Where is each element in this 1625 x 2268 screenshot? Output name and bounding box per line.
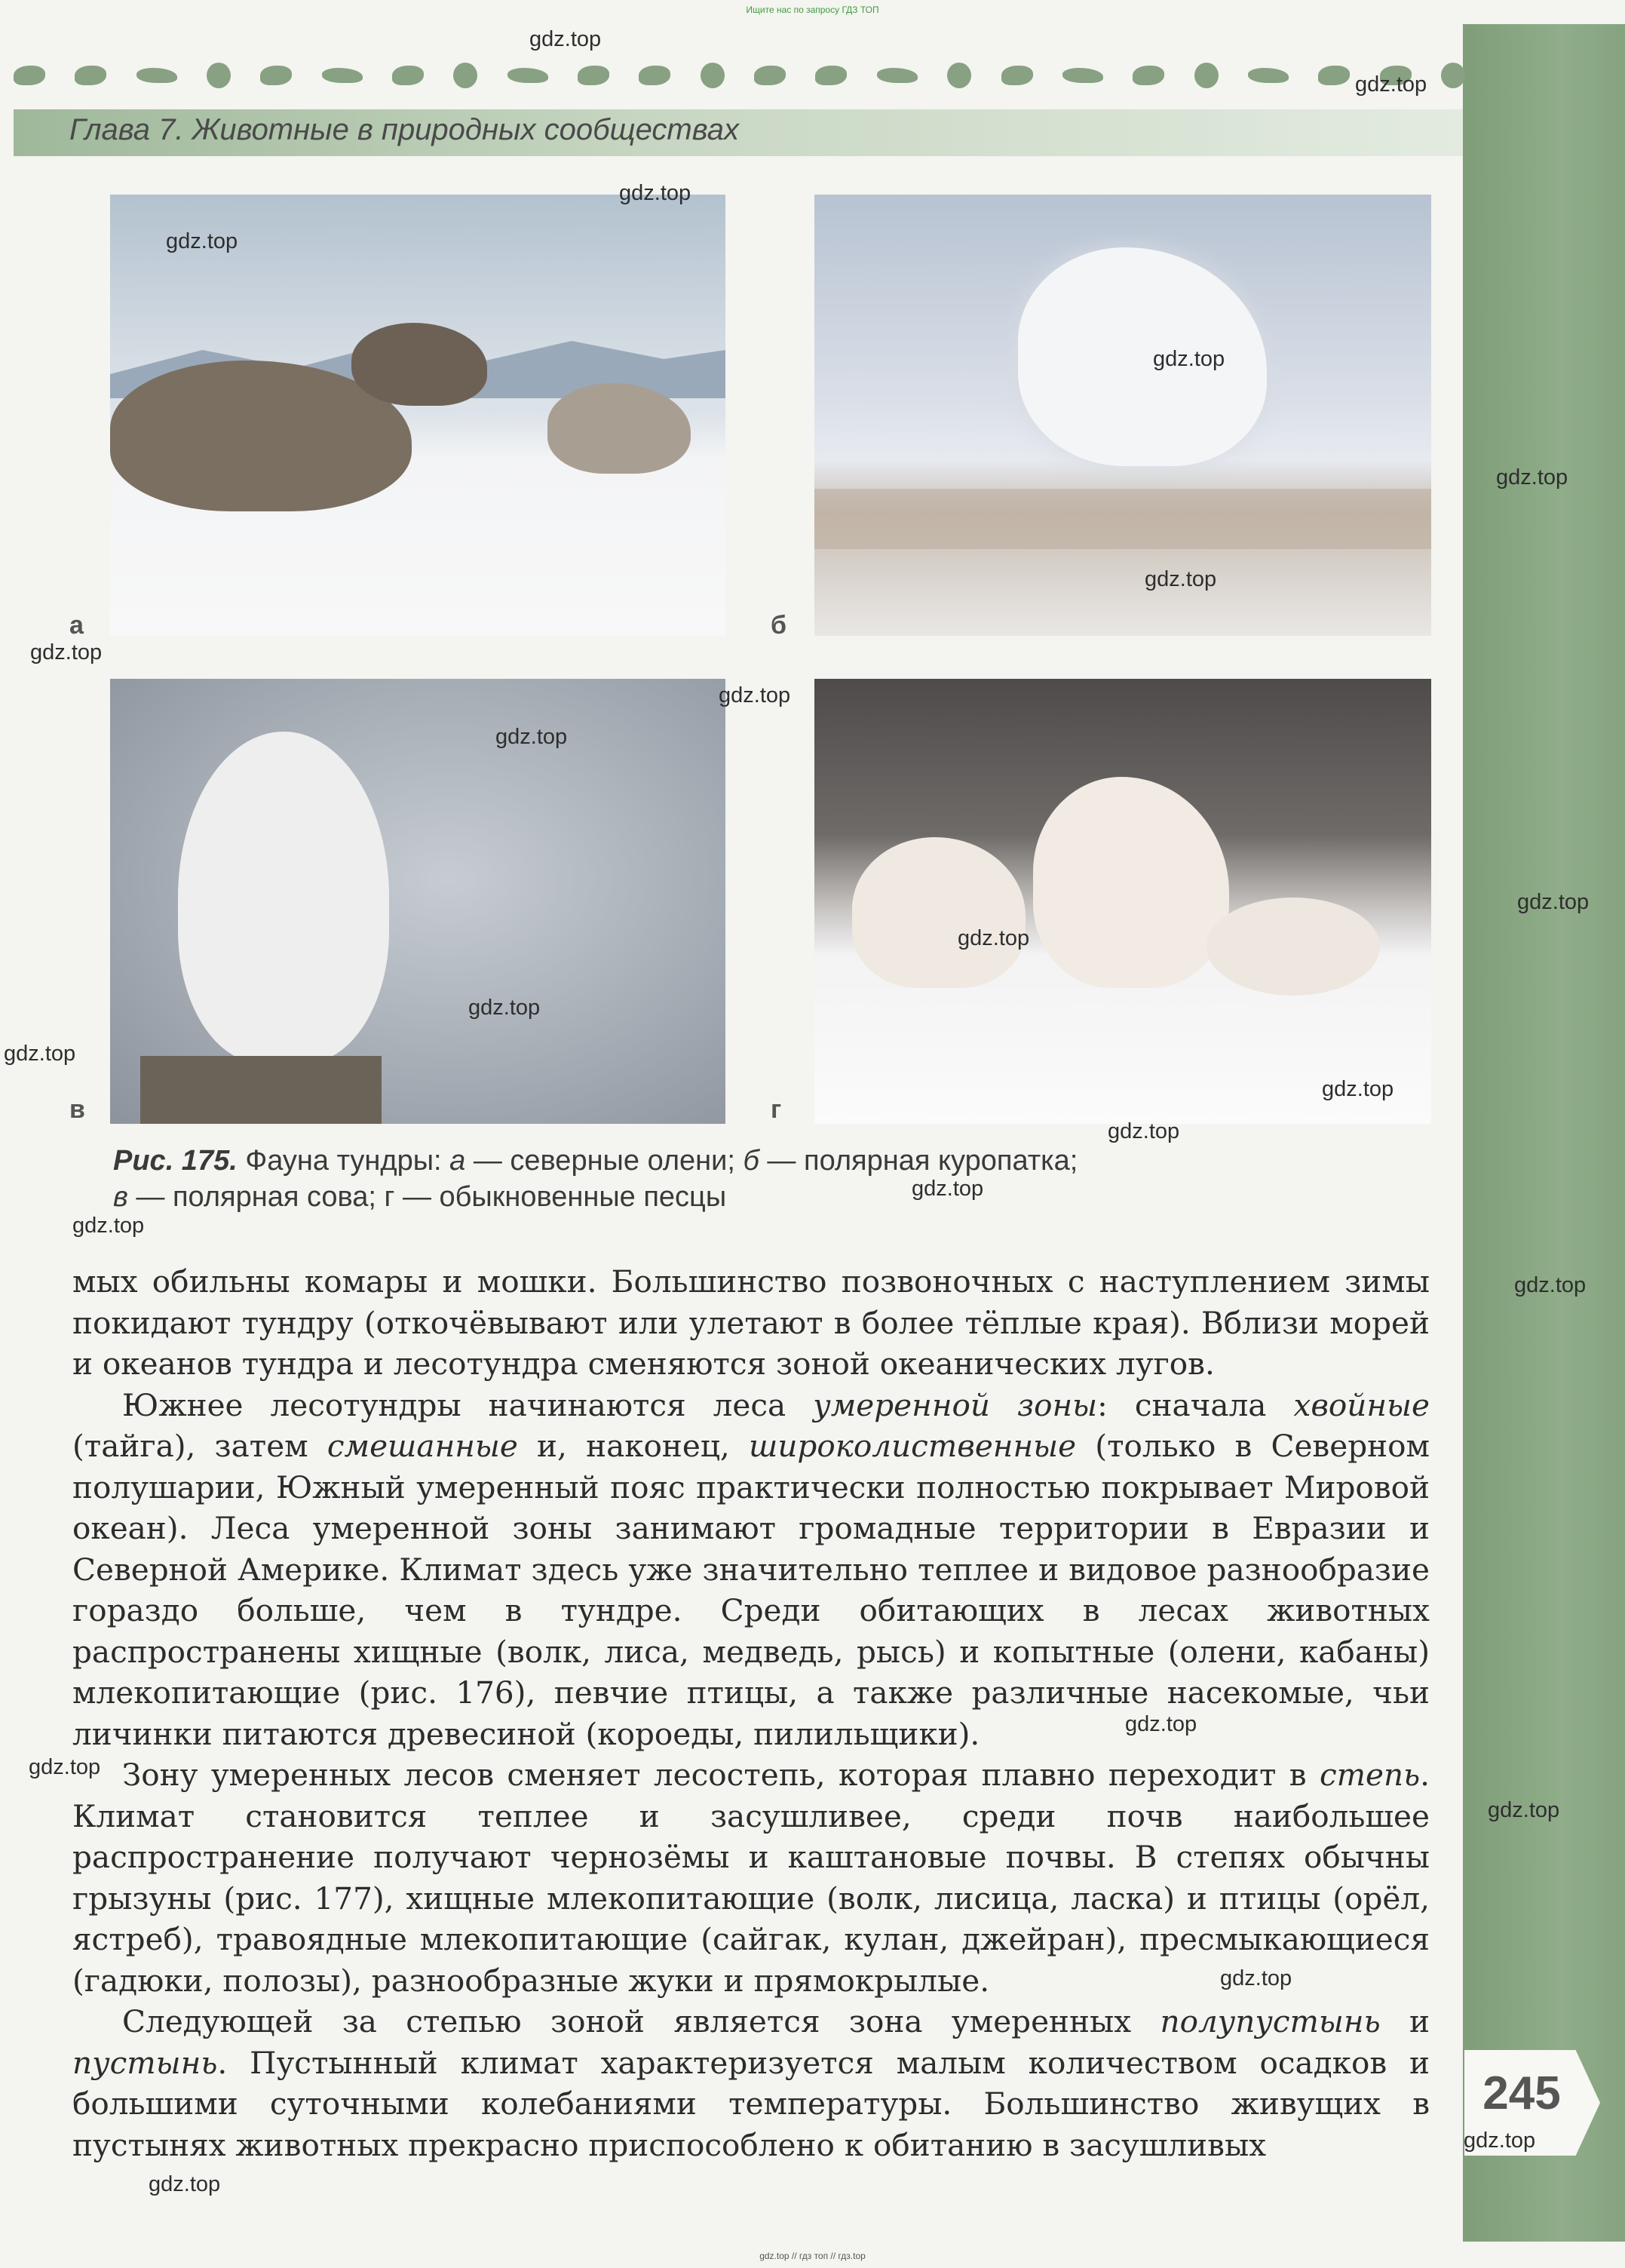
watermark: gdz.top xyxy=(1514,1273,1587,1297)
watermark: gdz.top xyxy=(495,725,568,749)
animal-icon xyxy=(507,68,548,83)
watermark: gdz.top xyxy=(29,1755,101,1779)
page-number: 245 xyxy=(1482,2067,1561,2119)
animal-icon xyxy=(14,66,45,85)
animal-icon xyxy=(1062,68,1103,83)
animal-icon xyxy=(1441,63,1465,88)
chapter-title: Глава 7. Животные в природных сообществах xyxy=(69,113,739,146)
watermark: gdz.top xyxy=(1464,2128,1536,2153)
watermark: gdz.top xyxy=(958,926,1030,950)
watermark: gdz.top xyxy=(166,229,238,253)
animal-icon xyxy=(1248,68,1289,83)
text-span: и, наконец, xyxy=(517,1428,749,1464)
watermark: gdz.top xyxy=(619,181,691,205)
text-span: (тайга), затем xyxy=(72,1428,327,1464)
emphasis: пустынь xyxy=(72,2044,218,2081)
animal-icon xyxy=(207,63,231,88)
watermark: gdz.top xyxy=(1496,465,1568,490)
bottom-note: gdz.top // гдз топ // гдз.top xyxy=(759,2251,866,2261)
photo-label-a: а xyxy=(69,611,84,640)
caption-letter: а xyxy=(449,1145,466,1177)
photo-arctic-foxes xyxy=(814,679,1431,1124)
animal-icon xyxy=(392,66,424,85)
watermark: gdz.top xyxy=(1153,347,1225,371)
ptarmigan-body xyxy=(1018,247,1267,466)
text-span: и xyxy=(1380,2003,1430,2039)
owl-body xyxy=(178,732,389,1063)
caption-label: Рис. 175. xyxy=(113,1145,238,1177)
side-band xyxy=(1463,24,1625,2242)
paragraph xyxy=(72,1385,1430,1755)
animal-icon xyxy=(639,66,670,85)
watermark: gdz.top xyxy=(912,1177,984,1201)
emphasis: степь xyxy=(1319,1757,1421,1793)
watermark: gdz.top xyxy=(1355,72,1427,97)
caption-text: — северные олени; xyxy=(465,1145,744,1177)
emphasis: умеренной зоны xyxy=(813,1386,1098,1423)
animal-icon xyxy=(136,68,177,83)
animal-icon xyxy=(1194,63,1219,88)
figure-caption xyxy=(113,1143,1440,1215)
animal-silhouette-strip xyxy=(14,53,1465,98)
watermark: gdz.top xyxy=(1145,567,1217,591)
watermark: gdz.top xyxy=(529,27,602,51)
animal-icon xyxy=(877,68,918,83)
caption-text: Фауна тундры: xyxy=(237,1145,450,1177)
fox-three xyxy=(1206,898,1380,996)
watermark: gdz.top xyxy=(4,1042,76,1066)
text-span: Южнее лесотундры начинаются леса xyxy=(122,1386,814,1423)
text-span: Следующей за степью зоной является зона умеренных xyxy=(122,2003,1160,2039)
text-span: . Пустынный климат характеризуется малым количеством осадков и большими суточными колебаниями температуры. Большинство живущих в пустынях животных прекрасно приспособлено к обитанию в засушливых xyxy=(72,2044,1430,2163)
watermark: gdz.top xyxy=(1488,1798,1560,1822)
text-span: Зону умеренных лесов сменяет лесостепь, которая плавно переходит в xyxy=(122,1757,1320,1793)
caption-letter: б xyxy=(743,1145,759,1177)
emphasis: широколиственные xyxy=(748,1428,1077,1464)
paragraph: мых обильны комары и мошки. Большинство позвоночных с наступлением зимы покидают тундру (откочёвывают или улетают в более тёплые края). Вблизи морей и океанов тундра и лесотундра сменяются зоной океанических лугов. xyxy=(72,1263,1430,1382)
watermark: gdz.top xyxy=(1322,1077,1394,1101)
animal-icon xyxy=(754,66,786,85)
photo-label-b: б xyxy=(771,611,787,640)
text-span: (только в Северном полушарии, Южный умеренный пояс практически полностью покрывает Мировой океан). Леса умеренной зоны занимают громадные территории в Евразии и Северной Америке. Климат здесь уже значительно теплее и видовое разнообразие гораздо больше, чем в тундре. Среди обитающих в лесах животных распространены хищные (волк, лиса, медведь, рысь) и копытные (олени, кабаны) млекопитающие (рис. 176), певчие птицы, а также различные насекомые, чьи личинки питаются древесиной (короеды, пилильщики). xyxy=(72,1428,1430,1752)
animal-icon xyxy=(453,63,477,88)
caption-letter: в xyxy=(113,1181,128,1213)
paragraph xyxy=(72,1754,1430,2001)
animal-icon xyxy=(1001,66,1033,85)
emphasis: полупустынь xyxy=(1160,2003,1381,2039)
animal-icon xyxy=(260,66,292,85)
text-span: : сначала xyxy=(1097,1386,1294,1423)
watermark: gdz.top xyxy=(1517,890,1590,914)
caption-text: — полярная сова; г — обыкновенные песцы xyxy=(127,1181,727,1213)
animal-icon xyxy=(815,66,847,85)
text-span: . Климат становится теплее и засушливее, среди почв наибольшее распространение получают чернозёмы и каштановые почвы. В степях обычны грызуны (рис. 177), хищные млекопитающие (волк, лисица, ласка) и птицы (орёл, ястреб), травоядные млекопитающие (сайгак, кулан, джейран), пресмыкающиеся (гадюки, полозы), разнообразные жуки и прямокрылые. xyxy=(72,1757,1430,1999)
animal-icon xyxy=(1133,66,1164,85)
photo-snowy-owl xyxy=(110,679,725,1124)
animal-icon xyxy=(701,63,725,88)
fox-one xyxy=(852,837,1026,988)
watermark: gdz.top xyxy=(468,996,541,1020)
emphasis: смешанные xyxy=(327,1428,518,1464)
watermark: gdz.top xyxy=(149,2172,221,2196)
paragraph xyxy=(72,2001,1430,2165)
watermark: gdz.top xyxy=(1125,1712,1197,1736)
photo-label-d: г xyxy=(771,1095,782,1124)
reindeer-head xyxy=(351,323,487,406)
body-text xyxy=(72,1261,1430,2165)
watermark: gdz.top xyxy=(719,683,791,707)
photo-label-c: в xyxy=(69,1095,85,1124)
animal-icon xyxy=(322,68,363,83)
photo-reindeer xyxy=(110,195,725,636)
animal-icon xyxy=(1318,66,1350,85)
emphasis: хвойные xyxy=(1293,1386,1430,1423)
top-note: Ищите нас по запросу ГДЗ ТОП xyxy=(746,5,879,15)
animal-icon xyxy=(578,66,609,85)
animal-icon xyxy=(947,63,971,88)
owl-perch xyxy=(140,1056,382,1124)
tundra-ground xyxy=(814,489,1431,549)
animal-icon xyxy=(75,66,106,85)
caption-text: — полярная куропатка; xyxy=(759,1145,1078,1177)
photo-ptarmigan xyxy=(814,195,1431,636)
fox-two xyxy=(1033,777,1229,988)
watermark: gdz.top xyxy=(30,640,103,664)
watermark: gdz.top xyxy=(72,1214,145,1238)
watermark: gdz.top xyxy=(1108,1119,1180,1143)
watermark: gdz.top xyxy=(1220,1966,1292,1990)
